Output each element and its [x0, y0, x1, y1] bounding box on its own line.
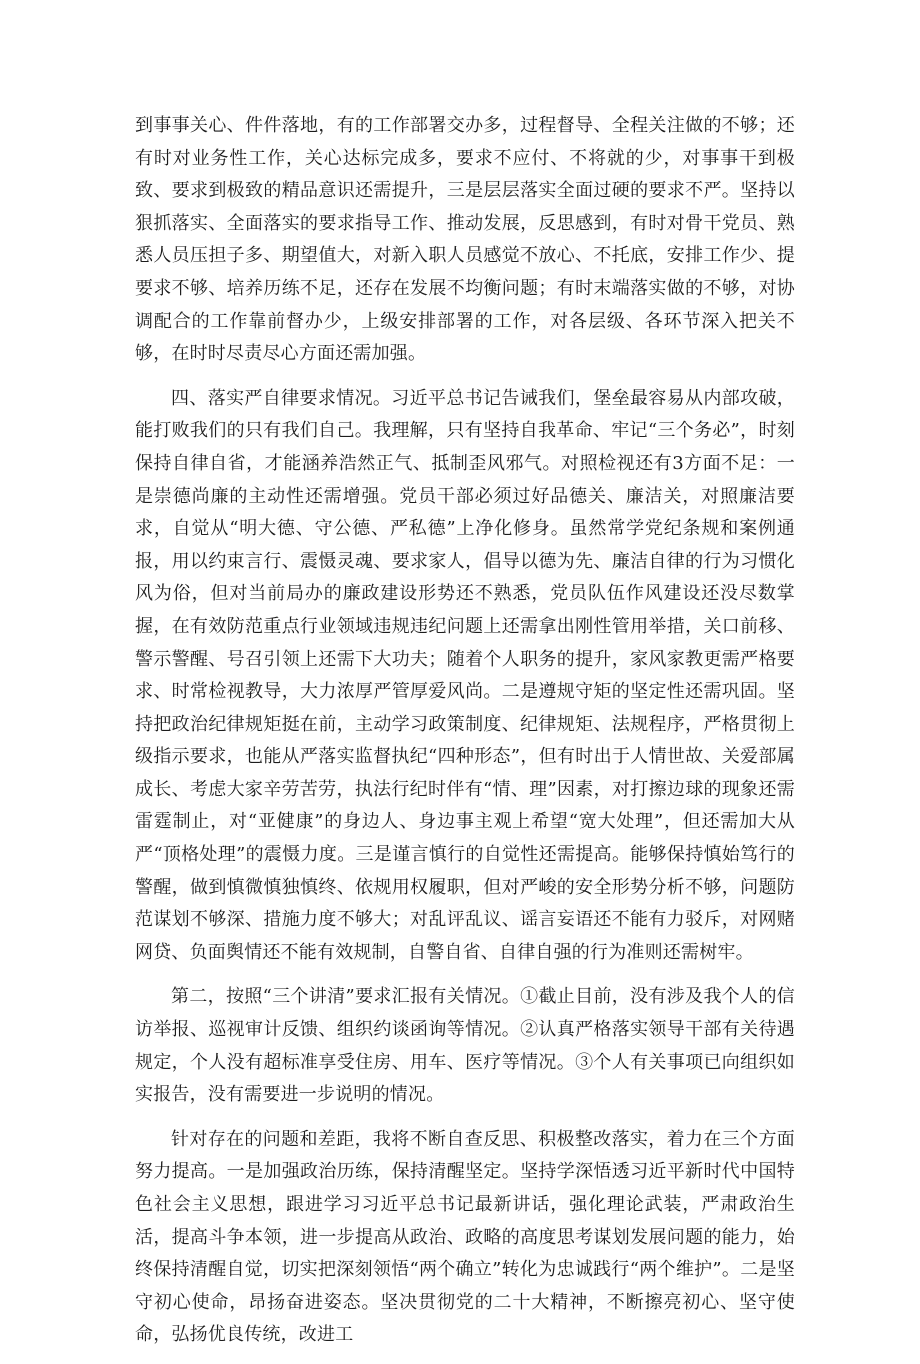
paragraph-continuation: 到事事关心、件件落地，有的工作部署交办多，过程督导、全程关注做的不够；还有时对业务性工作，关心达标完成多，要求不应付、不将就的少，对事事干到极致、要求到极致的精品意识还需提升，三是层层落实全面过硬的要求不严。坚持以狠抓落实、全面落实的要求指导工作、推动发展，反思感到，有时对骨干党员、熟悉人员压担子多、期望值大，对新入职人员感觉不放心、不托底，安排工作少、提要求不够、培养历练不足，还存在发展不均衡问题；有时末端落实做的不够，对协调配合的工作靠前督办少，上级安排部署的工作，对各层级、各环节深入把关不够，在时时尽责尽心方面还需加强。: [135, 115, 795, 365]
paragraph-three-clarifications: 第二，按照“三个讲清”要求汇报有关情况。①截止目前，没有涉及我个人的信访举报、巡视审计反馈、组织约谈函询等情况。②认真严格落实领导干部有关待遇规定，个人没有超标准享受住房、用车、医疗等情况。③个人有关事项已向组织如实报告，没有需要进一步说明的情况。: [135, 986, 795, 1106]
paragraph-self-discipline: 四、落实严自律要求情况。习近平总书记告诫我们，堡垒最容易从内部攻破，能打败我们的只有我们自己。我理解，只有坚持自我革命、牢记“三个务必”，时刻保持自律自省，才能涵养浩然正气、抵制歪风邪气。对照检视还有3方面不足：一是崇德尚廉的主动性还需增强。党员干部必须过好品德关、廉洁关，对照廉洁要求，自觉从“明大德、守公德、严私德”上净化修身。虽然常学党纪条规和案例通报，用以约束言行、震慑灵魂、要求家人，倡导以德为先、廉洁自律的行为习惯化风为俗，但对当前局办的廉政建设形势还不熟悉，党员队伍作风建设还没尽数掌握，在有效防范重点行业领域违规违纪问题上还需拿出刚性管用举措，关口前移、警示警醒、号召引领上还需下大功夫；随着个人职务的提升，家风家教更需严格要求、时常检视教导，大力浓厚严管厚爱风尚。二是遵规守矩的坚定性还需巩固。坚持把政治纪律规矩挺在前，主动学习政策制度、纪律规矩、法规程序，严格贯彻上级指示要求，也能从严落实监督执纪“四种形态”，但有时出于人情世故、关爱部属成长、考虑大家辛劳苦劳，执法行纪时伴有“情、理”因素，对打擦边球的现象还需雷霆制止，对“亚健康”的身边人、身边事主观上希望“宽大处理”，但还需加大从严“顶格处理”的震慑力度。三是谨言慎行的自觉性还需提高。能够保持慎始笃行的警醒，做到慎微慎独慎终、依规用权履职，但对严峻的安全形势分析不够，问题防范谋划不够深、措施力度不够大；对乱评乱议、谣言妄语还不能有力驳斥，对网赌网贷、负面舆情还不能有效规制，自警自省、自律自强的行为准则还需树牢。: [135, 387, 795, 963]
paragraph-rectification: 针对存在的问题和差距，我将不断自查反思、积极整改落实，着力在三个方面努力提高。一是加强政治历练，保持清醒坚定。坚持学深悟透习近平新时代中国特色社会主义思想，跟进学习习近平总书记最新讲话，强化理论武装，严肃政治生活，提高斗争本领，进一步提高从政治、政略的高度思考谋划发展问题的能力，始终保持清醒自觉，切实把深刻领悟“两个确立”转化为忠诚践行“两个维护”。二是坚守初心使命，昂扬奋进姿态。坚决贯彻党的二十大精神，不断擦亮初心、坚守使命，弘扬优良传统，改进工: [135, 1128, 795, 1346]
document-body: [135, 110, 795, 1364]
